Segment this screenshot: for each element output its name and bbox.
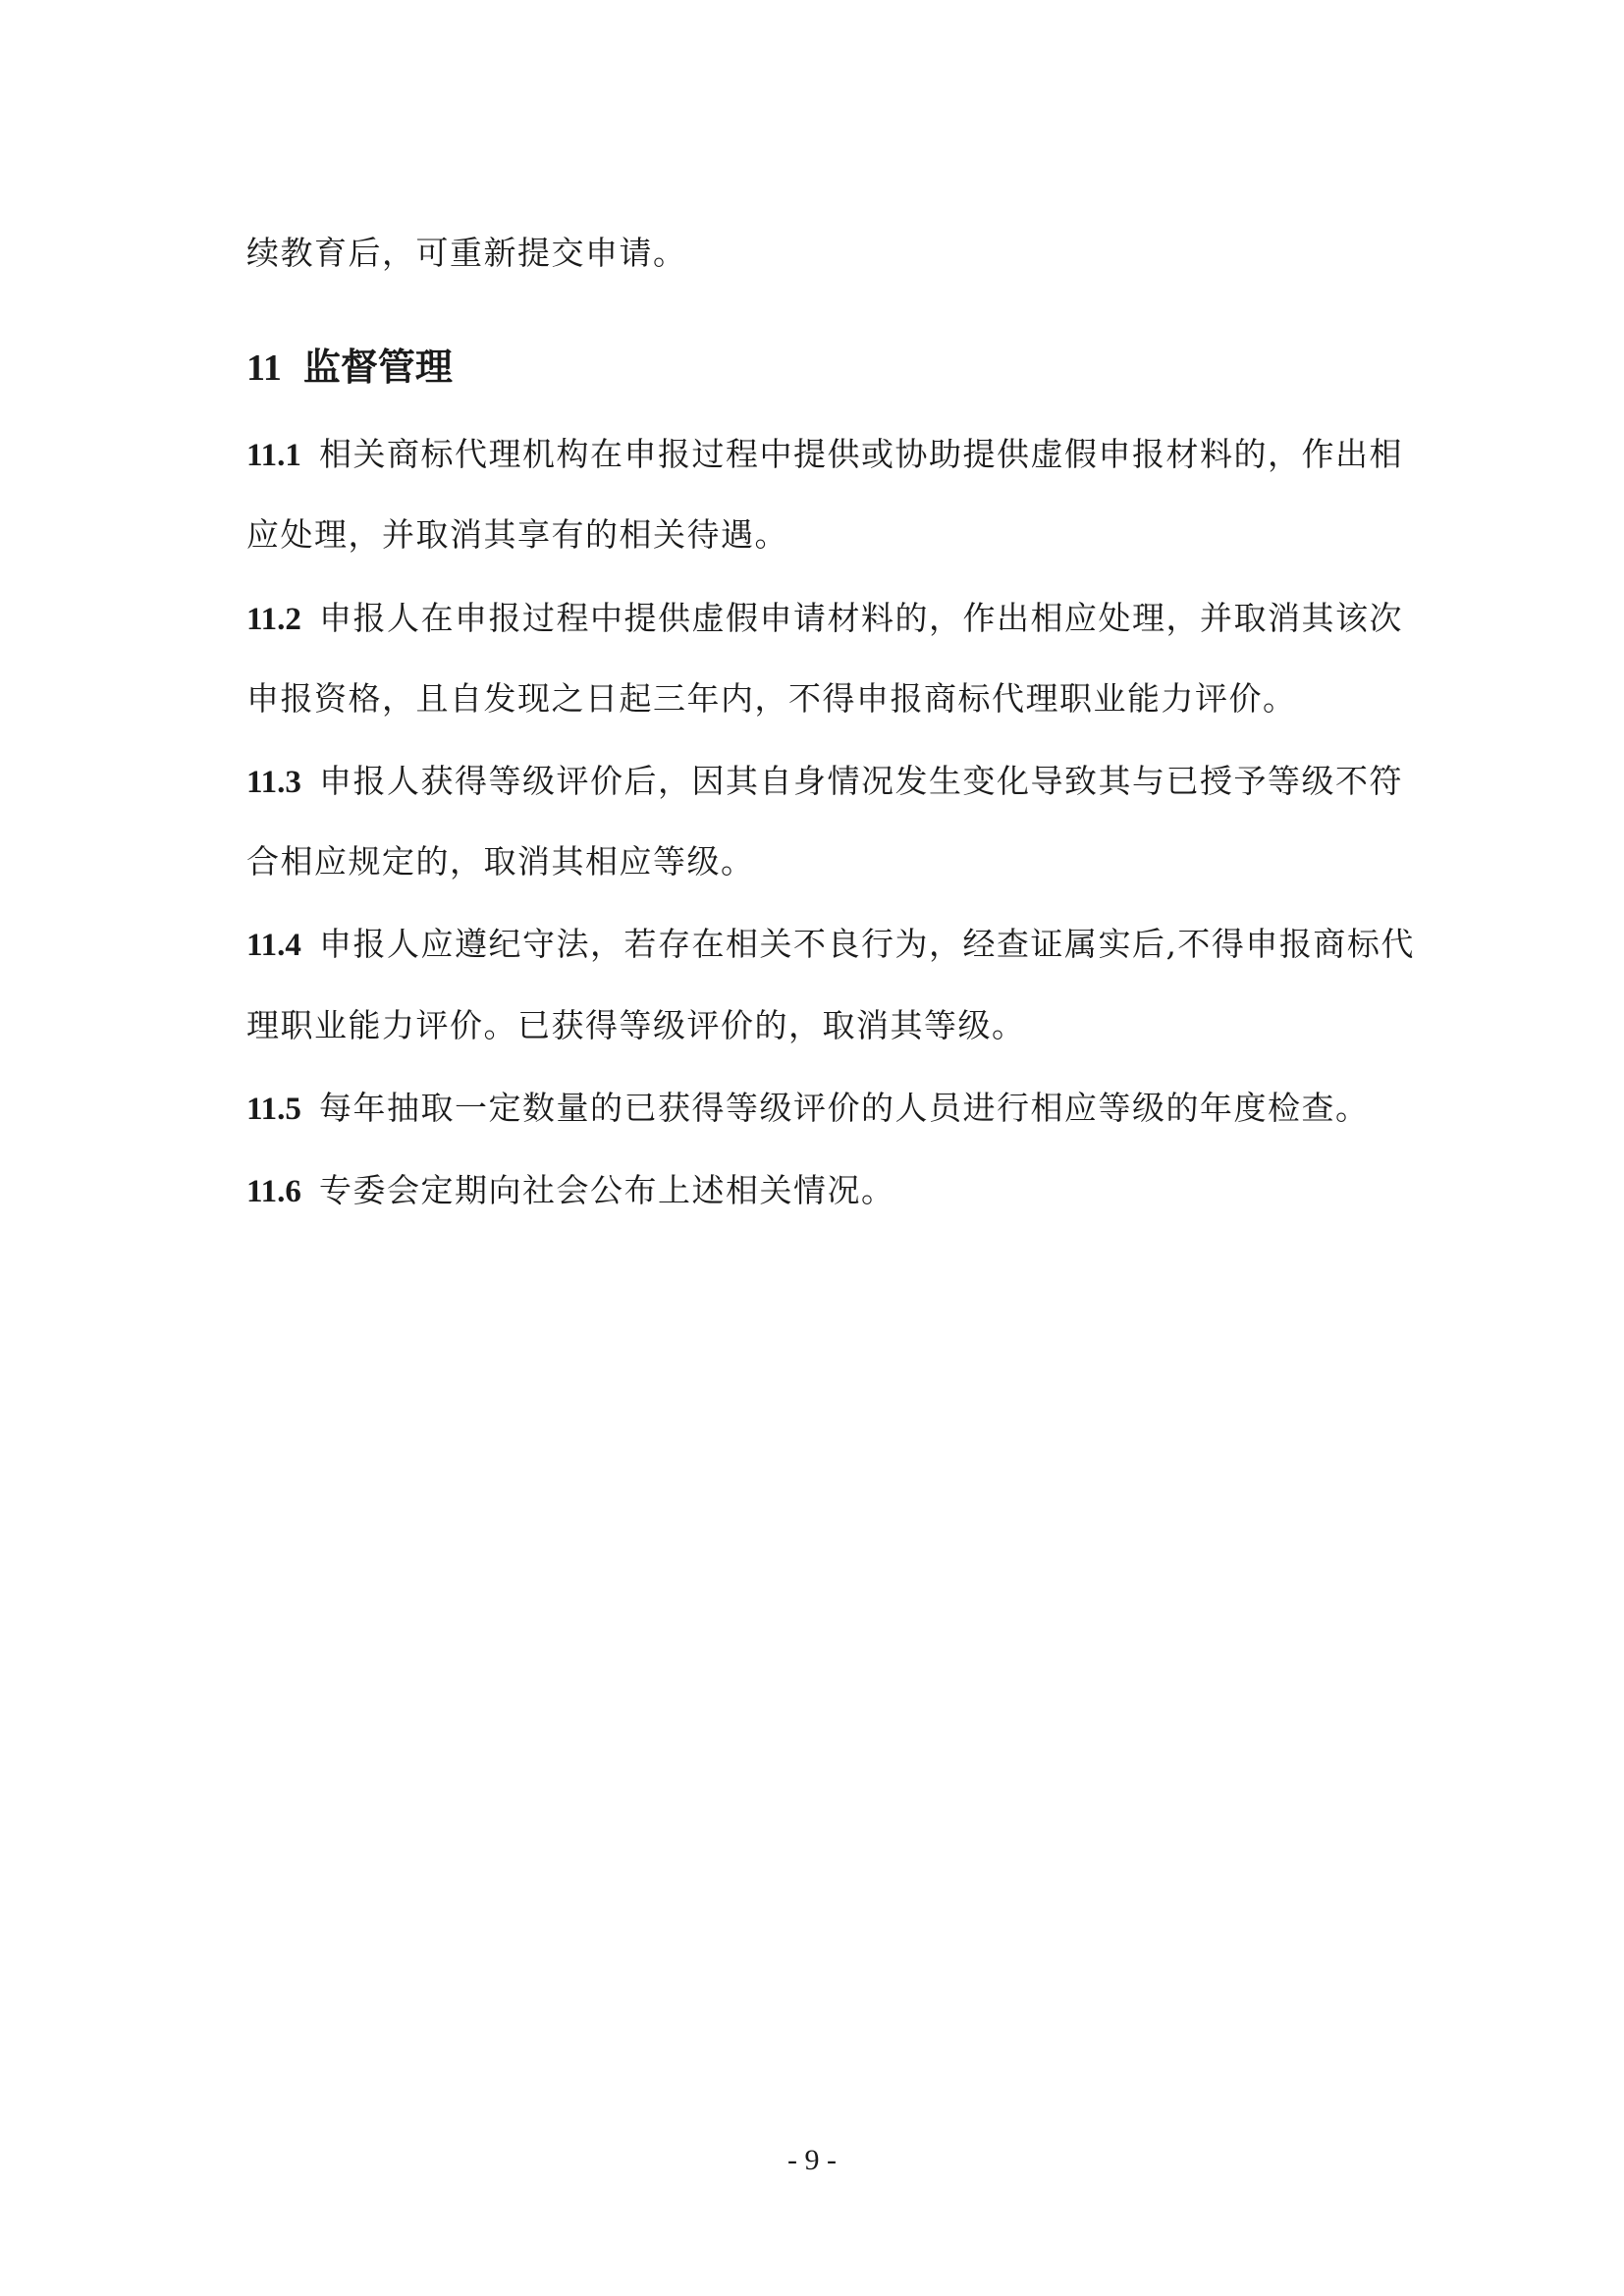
- clause-11-6: [246, 1171, 1385, 1211]
- clause-11-1-continued: 应处理，并取消其享有的相关待遇。: [246, 515, 788, 554]
- section-heading: [246, 344, 453, 392]
- clause-number: 11.5: [246, 1092, 301, 1127]
- clause-number: 11.1: [246, 438, 301, 473]
- clause-number: 11.6: [246, 1174, 301, 1209]
- clause-text: 申报人在申报过程中提供虚假申请材料的，作出相应处理，并取消其该次: [318, 599, 1403, 637]
- clause-11-4-continued: 理职业能力评价。已获得等级评价的，取消其等级。: [246, 1006, 1026, 1044]
- clause-text: 专委会定期向社会公布上述相关情况。: [318, 1171, 895, 1209]
- clause-11-1: [246, 435, 1403, 475]
- section-title: 监督管理: [302, 346, 453, 389]
- clause-text: 相关商标代理机构在申报过程中提供或协助提供虚假申报材料的，作出相: [318, 435, 1403, 473]
- clause-11-3: [246, 762, 1403, 802]
- clause-text: 每年抽取一定数量的已获得等级评价的人员进行相应等级的年度检查。: [318, 1089, 1370, 1127]
- clause-11-2-continued: 申报资格，且自发现之日起三年内，不得申报商标代理职业能力评价。: [246, 679, 1297, 718]
- clause-text: 申报人获得等级评价后，因其自身情况发生变化导致其与已授予等级不符: [318, 762, 1403, 800]
- clause-number: 11.4: [246, 928, 301, 963]
- clause-11-4: [246, 925, 1415, 965]
- clause-11-3-continued: 合相应规定的，取消其相应等级。: [246, 842, 755, 881]
- clause-11-5: [246, 1089, 1385, 1129]
- section-number: 11: [246, 347, 282, 389]
- clause-number: 11.2: [246, 602, 301, 637]
- clause-number: 11.3: [246, 765, 301, 800]
- page-number: - 9 -: [787, 2144, 837, 2176]
- clause-11-2: [246, 599, 1403, 639]
- clause-text: 申报人应遵纪守法，若存在相关不良行为，经查证属实后,不得申报商标代: [318, 925, 1415, 963]
- continuation-text: 续教育后，可重新提交申请。: [246, 234, 687, 272]
